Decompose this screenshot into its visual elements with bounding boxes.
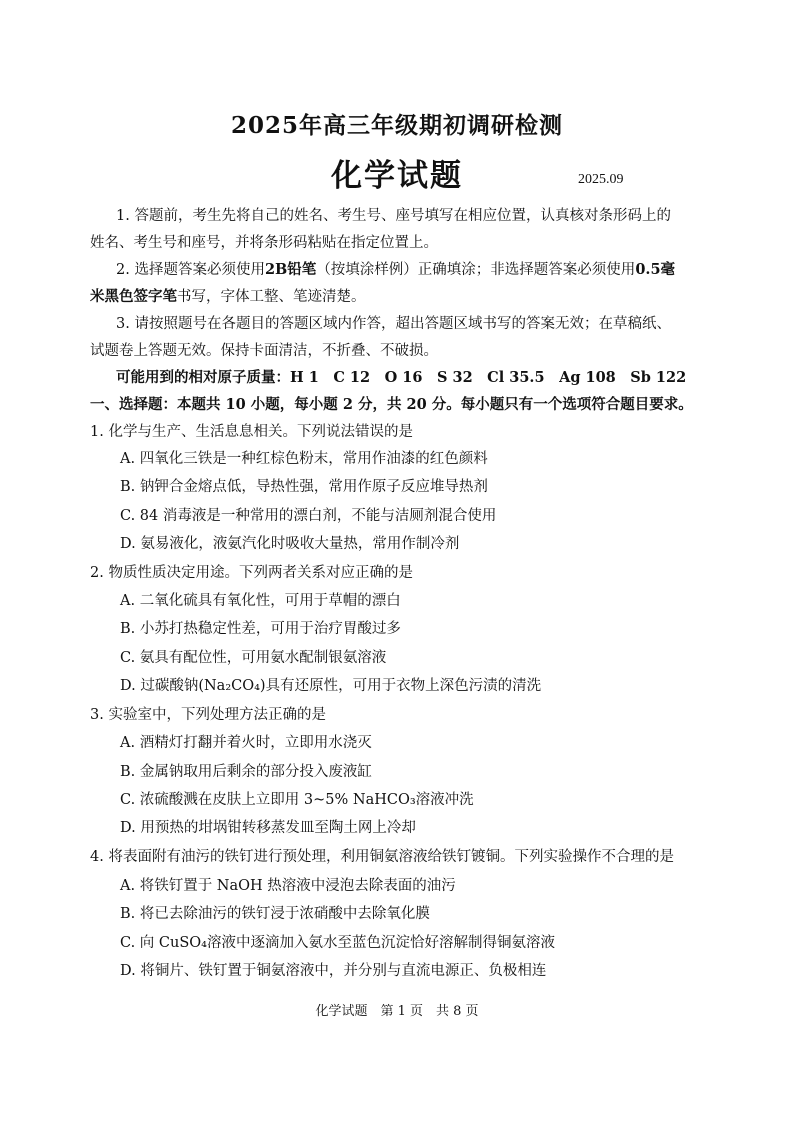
instruction-2-line-2: 米黑色签字笔书写，字体工整、笔迹清楚。 <box>90 288 366 305</box>
option-d: D. 用预热的坩埚钳转移蒸发皿至陶土网上冷却 <box>120 820 416 836</box>
question-stem: 2. 物质性质决定用途。下列两者关系对应正确的是 <box>90 565 413 581</box>
option-d: D. 过碳酸钠(Na₂CO₄)具有还原性，可用于衣物上深色污渍的清洗 <box>120 678 542 694</box>
option-b: B. 钠钾合金熔点低，导热性强，常用作原子反应堆导热剂 <box>120 479 488 495</box>
option-d: D. 将铜片、铁钉置于铜氨溶液中，并分别与直流电源正、负极相连 <box>120 963 547 979</box>
instruction-3-line-1: 3. 请按照题号在各题目的答题区域内作答，超出答题区域书写的答案无效；在草稿纸、 <box>116 316 671 332</box>
option-a: A. 将铁钉置于 NaOH 热溶液中浸泡去除表面的油污 <box>120 878 456 894</box>
atomic-masses: 可能用到的相对原子质量：H 1 C 12 O 16 S 32 Cl 35.5 Ag 108 Sb 122 <box>116 369 687 386</box>
question-stem: 3. 实验室中，下列处理方法正确的是 <box>90 707 326 723</box>
option-c: C. 氨具有配位性，可用氨水配制银氨溶液 <box>120 650 387 666</box>
section-heading: 一、选择题：本题共 10 小题，每小题 2 分，共 20 分。每小题只有一个选项符合题目要求。 <box>90 396 693 413</box>
exam-title: 2025年高三年级期初调研检测 <box>230 112 563 139</box>
subject-title: 化学试题 <box>331 158 463 194</box>
option-c: C. 向 CuSO₄溶液中逐滴加入氨水至蓝色沉淀恰好溶解制得铜氨溶液 <box>120 935 555 951</box>
page-footer: 化学试题 第 1 页 共 8 页 <box>315 1004 479 1019</box>
instruction-1-line-2: 姓名、考生号和座号，并将条形码粘贴在指定位置上。 <box>90 235 438 251</box>
option-b: B. 将已去除油污的铁钉浸于浓硝酸中去除氧化膜 <box>120 906 430 922</box>
option-b: B. 小苏打热稳定性差，可用于治疗胃酸过多 <box>120 621 401 637</box>
option-b: B. 金属钠取用后剩余的部分投入废液缸 <box>120 764 372 780</box>
option-c: C. 84 消毒液是一种常用的漂白剂，不能与洁厕剂混合使用 <box>120 508 497 524</box>
exam-date: 2025.09 <box>578 172 624 187</box>
option-a: A. 四氧化三铁是一种红棕色粉末，常用作油漆的红色颜料 <box>120 451 488 467</box>
instruction-3-line-2: 试题卷上答题无效。保持卡面清洁，不折叠、不破损。 <box>90 343 438 359</box>
instruction-2-line-1: 2. 选择题答案必须使用2B铅笔（按填涂样例）正确填涂；非选择题答案必须使用0.5毫 <box>116 261 676 278</box>
option-d: D. 氨易液化，液氨汽化时吸收大量热，常用作制冷剂 <box>120 536 460 552</box>
instruction-1-line-1: 1. 答题前，考生先将自己的姓名、考生号、座号填写在相应位置，认真核对条形码上的 <box>116 208 671 224</box>
option-a: A. 酒精灯打翻并着火时，立即用水浇灭 <box>120 735 372 751</box>
question-stem: 1. 化学与生产、生活息息相关。下列说法错误的是 <box>90 424 413 440</box>
question-stem: 4. 将表面附有油污的铁钉进行预处理，利用铜氨溶液给铁钉镀铜。下列实验操作不合理的是 <box>90 849 674 865</box>
option-a: A. 二氧化硫具有氧化性，可用于草帽的漂白 <box>120 593 401 609</box>
option-c: C. 浓硫酸溅在皮肤上立即用 3~5% NaHCO₃溶液冲洗 <box>120 792 474 808</box>
